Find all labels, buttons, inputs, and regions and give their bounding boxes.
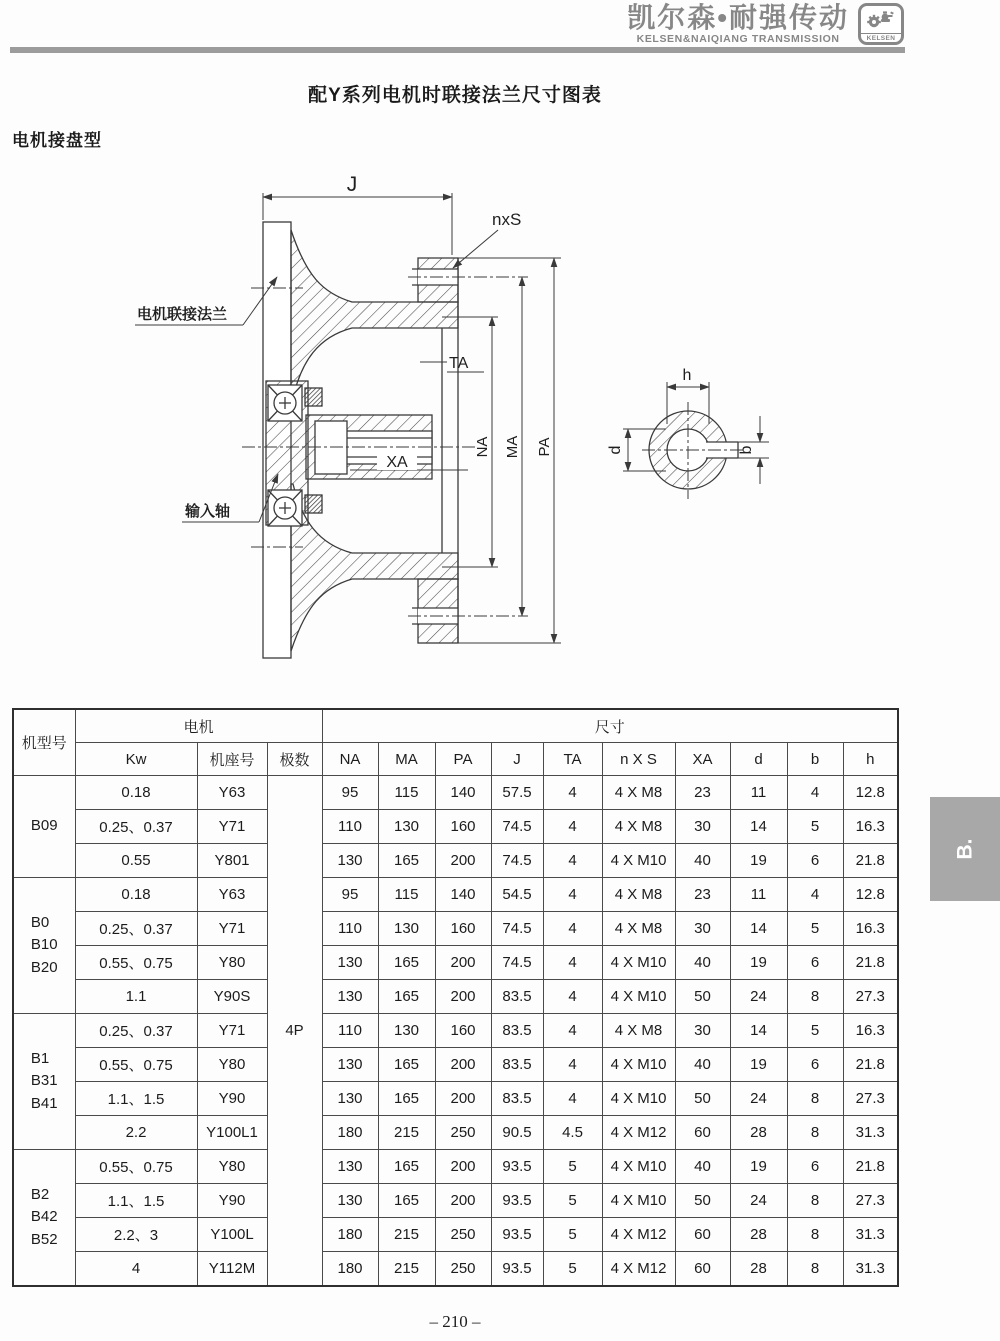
frame-cell: Y71 <box>197 1014 267 1048</box>
page-title: 配Y系列电机时联接法兰尺寸图表 <box>308 85 602 106</box>
frame-cell: Y801 <box>197 844 267 878</box>
dim-cell: 4 X M8 <box>602 878 675 912</box>
dim-cell: 14 <box>730 912 787 946</box>
dim-cell: 95 <box>322 878 378 912</box>
table-row <box>13 1252 898 1287</box>
dim-cell: 110 <box>322 1014 378 1048</box>
dim-cell: 16.3 <box>843 912 898 946</box>
kw-cell: 2.2、3 <box>75 1218 197 1252</box>
dim-cell: 4 X M10 <box>602 844 675 878</box>
dim-cell: 30 <box>675 810 730 844</box>
flange-technical-drawing <box>0 165 1000 705</box>
dim-cell: 4 <box>543 776 602 810</box>
dim-cell: 23 <box>675 776 730 810</box>
dim-cell: 200 <box>435 1150 491 1184</box>
dim-cell: 4 X M12 <box>602 1116 675 1150</box>
dim-cell: 74.5 <box>491 844 543 878</box>
dim-cell: 31.3 <box>843 1252 898 1287</box>
header-model: 机型号 <box>13 709 75 776</box>
header-ma: MA <box>378 743 435 776</box>
frame-cell: Y90S <box>197 980 267 1014</box>
kw-cell: 1.1、1.5 <box>75 1082 197 1116</box>
dim-label-d: d <box>607 445 624 455</box>
dim-cell: 4 X M8 <box>602 776 675 810</box>
dim-label-ma: MA <box>504 435 521 459</box>
dim-cell: 5 <box>543 1252 602 1287</box>
dim-cell: 6 <box>787 844 843 878</box>
header-nxs: n X S <box>602 743 675 776</box>
section-tab-b[interactable] <box>930 797 1000 901</box>
dim-cell: 40 <box>675 844 730 878</box>
dim-cell: 30 <box>675 1014 730 1048</box>
dim-cell: 74.5 <box>491 946 543 980</box>
dim-cell: 74.5 <box>491 810 543 844</box>
table-row <box>13 912 898 946</box>
dim-cell: 5 <box>543 1150 602 1184</box>
dim-label-nxs: nxS <box>492 210 522 229</box>
dim-cell: 160 <box>435 810 491 844</box>
kw-cell: 1.1、1.5 <box>75 1184 197 1218</box>
dim-cell: 8 <box>787 1184 843 1218</box>
dim-cell: 16.3 <box>843 1014 898 1048</box>
dim-cell: 93.5 <box>491 1184 543 1218</box>
dim-cell: 31.3 <box>843 1116 898 1150</box>
dim-cell: 4 <box>543 912 602 946</box>
kelsen-logo <box>858 3 904 45</box>
dim-cell: 115 <box>378 878 435 912</box>
dim-cell: 4 X M10 <box>602 1048 675 1082</box>
frame-cell: Y80 <box>197 946 267 980</box>
dim-cell: 4 X M12 <box>602 1218 675 1252</box>
table-row <box>13 980 898 1014</box>
dim-cell: 83.5 <box>491 980 543 1014</box>
dim-cell: 27.3 <box>843 980 898 1014</box>
table-row <box>13 1082 898 1116</box>
dim-cell: 180 <box>322 1218 378 1252</box>
dim-cell: 60 <box>675 1252 730 1287</box>
frame-cell: Y71 <box>197 912 267 946</box>
page-header-brand <box>627 3 904 45</box>
table-row <box>13 1116 898 1150</box>
header-divider <box>10 47 905 53</box>
dim-cell: 19 <box>730 844 787 878</box>
dim-cell: 90.5 <box>491 1116 543 1150</box>
dim-cell: 5 <box>787 810 843 844</box>
dim-cell: 83.5 <box>491 1082 543 1116</box>
dim-cell: 21.8 <box>843 1150 898 1184</box>
gear-machine-icon <box>865 6 897 33</box>
brand-text <box>627 3 849 44</box>
dim-cell: 215 <box>378 1218 435 1252</box>
header-kw: Kw <box>75 743 197 776</box>
dim-cell: 57.5 <box>491 776 543 810</box>
header-na: NA <box>322 743 378 776</box>
dim-cell: 4 <box>543 810 602 844</box>
header-j: J <box>491 743 543 776</box>
dim-label-na: NA <box>474 436 491 458</box>
dim-cell: 28 <box>730 1218 787 1252</box>
dim-cell: 19 <box>730 1048 787 1082</box>
dim-cell: 93.5 <box>491 1252 543 1287</box>
dim-cell: 250 <box>435 1116 491 1150</box>
table-row <box>13 810 898 844</box>
dim-cell: 19 <box>730 946 787 980</box>
dim-cell: 4 X M10 <box>602 980 675 1014</box>
dim-cell: 83.5 <box>491 1014 543 1048</box>
dim-cell: 165 <box>378 1048 435 1082</box>
kw-cell: 2.2 <box>75 1116 197 1150</box>
dim-cell: 5 <box>543 1184 602 1218</box>
dim-cell: 200 <box>435 1082 491 1116</box>
header-xa: XA <box>675 743 730 776</box>
kw-cell: 1.1 <box>75 980 197 1014</box>
kw-cell: 0.55 <box>75 844 197 878</box>
dim-cell: 165 <box>378 1082 435 1116</box>
frame-cell: Y63 <box>197 776 267 810</box>
dim-cell: 130 <box>378 912 435 946</box>
table-row <box>13 776 898 810</box>
dim-cell: 160 <box>435 912 491 946</box>
dim-cell: 4 X M12 <box>602 1252 675 1287</box>
dim-cell: 74.5 <box>491 912 543 946</box>
dim-cell: 24 <box>730 1082 787 1116</box>
dim-cell: 50 <box>675 1082 730 1116</box>
flange-cross-section <box>263 222 458 658</box>
kw-cell: 0.25、0.37 <box>75 912 197 946</box>
dim-cell: 21.8 <box>843 946 898 980</box>
dim-cell: 6 <box>787 1150 843 1184</box>
dim-cell: 200 <box>435 1048 491 1082</box>
table-row <box>13 1048 898 1082</box>
dim-cell: 200 <box>435 946 491 980</box>
dim-cell: 4 <box>543 1048 602 1082</box>
dim-cell: 160 <box>435 1014 491 1048</box>
dim-cell: 50 <box>675 1184 730 1218</box>
kw-cell: 0.55、0.75 <box>75 1048 197 1082</box>
dim-cell: 130 <box>322 1184 378 1218</box>
dim-cell: 200 <box>435 844 491 878</box>
dim-cell: 28 <box>730 1252 787 1287</box>
model-cell: B1 B31 B41 <box>13 1014 75 1150</box>
dim-cell: 31.3 <box>843 1218 898 1252</box>
dim-cell: 140 <box>435 776 491 810</box>
dim-cell: 28 <box>730 1116 787 1150</box>
dim-cell: 24 <box>730 1184 787 1218</box>
dim-cell: 4 <box>543 980 602 1014</box>
dim-cell: 27.3 <box>843 1184 898 1218</box>
dim-cell: 140 <box>435 878 491 912</box>
table-row <box>13 1150 898 1184</box>
dim-cell: 8 <box>787 1252 843 1287</box>
dim-cell: 4 <box>543 878 602 912</box>
dim-cell: 4.5 <box>543 1116 602 1150</box>
header-pa: PA <box>435 743 491 776</box>
dim-cell: 6 <box>787 1048 843 1082</box>
dim-cell: 54.5 <box>491 878 543 912</box>
dim-cell: 4 X M10 <box>602 1150 675 1184</box>
dim-cell: 130 <box>378 810 435 844</box>
dim-cell: 40 <box>675 1150 730 1184</box>
dim-cell: 19 <box>730 1150 787 1184</box>
frame-cell: Y71 <box>197 810 267 844</box>
dim-cell: 27.3 <box>843 1082 898 1116</box>
header-h: h <box>843 743 898 776</box>
dim-label-ta: TA <box>449 355 469 372</box>
dim-cell: 4 <box>787 776 843 810</box>
dim-cell: 4 X M10 <box>602 1082 675 1116</box>
dim-cell: 4 X M10 <box>602 1184 675 1218</box>
dim-cell: 4 <box>543 1014 602 1048</box>
frame-cell: Y80 <box>197 1048 267 1082</box>
dim-cell: 165 <box>378 844 435 878</box>
dim-cell: 250 <box>435 1252 491 1287</box>
dim-cell: 11 <box>730 776 787 810</box>
dim-cell: 5 <box>787 912 843 946</box>
dim-cell: 8 <box>787 980 843 1014</box>
frame-cell: Y80 <box>197 1150 267 1184</box>
dim-label-pa: PA <box>536 437 553 457</box>
dim-cell: 165 <box>378 980 435 1014</box>
brand-name-cn: 凯尔森•耐强传动 <box>627 2 849 34</box>
dim-cell: 8 <box>787 1116 843 1150</box>
header-d: d <box>730 743 787 776</box>
table-row <box>13 844 898 878</box>
dim-cell: 130 <box>322 946 378 980</box>
dim-cell: 6 <box>787 946 843 980</box>
header-ta: TA <box>543 743 602 776</box>
dim-cell: 180 <box>322 1116 378 1150</box>
header-frame: 机座号 <box>197 743 267 776</box>
dim-cell: 165 <box>378 1150 435 1184</box>
dim-cell: 165 <box>378 1184 435 1218</box>
dim-cell: 11 <box>730 878 787 912</box>
dim-label-h: h <box>682 367 692 384</box>
dim-cell: 50 <box>675 980 730 1014</box>
dim-cell: 200 <box>435 1184 491 1218</box>
brand-name-en: KELSEN&NAIQIANG TRANSMISSION <box>636 32 840 45</box>
dim-cell: 30 <box>675 912 730 946</box>
dim-cell: 5 <box>543 1218 602 1252</box>
dim-cell: 8 <box>787 1082 843 1116</box>
dim-cell: 130 <box>322 980 378 1014</box>
dim-cell: 110 <box>322 810 378 844</box>
dim-cell: 40 <box>675 946 730 980</box>
table-row <box>13 1014 898 1048</box>
dim-cell: 4 <box>787 878 843 912</box>
dim-cell: 83.5 <box>491 1048 543 1082</box>
kw-cell: 0.55、0.75 <box>75 946 197 980</box>
frame-cell: Y112M <box>197 1252 267 1287</box>
dim-cell: 12.8 <box>843 878 898 912</box>
page-number: – 210 – <box>429 1312 481 1331</box>
header-poles: 极数 <box>267 743 322 776</box>
table-row <box>13 878 898 912</box>
dim-cell: 4 X M8 <box>602 1014 675 1048</box>
model-cell: B0 B10 B20 <box>13 878 75 1014</box>
header-motor-group: 电机 <box>75 709 322 743</box>
dim-cell: 60 <box>675 1218 730 1252</box>
frame-cell: Y100L1 <box>197 1116 267 1150</box>
dim-cell: 14 <box>730 810 787 844</box>
dim-cell: 215 <box>378 1116 435 1150</box>
dim-label-j: J <box>346 173 358 196</box>
label-motor-flange: 电机联接法兰 <box>137 306 228 323</box>
frame-cell: Y63 <box>197 878 267 912</box>
dim-cell: 12.8 <box>843 776 898 810</box>
dim-cell: 115 <box>378 776 435 810</box>
dim-cell: 4 X M8 <box>602 912 675 946</box>
dim-label-xa: XA <box>386 454 408 471</box>
dim-cell: 8 <box>787 1218 843 1252</box>
label-input-shaft: 输入轴 <box>185 503 231 520</box>
dim-cell: 130 <box>322 1048 378 1082</box>
dim-cell: 21.8 <box>843 844 898 878</box>
dim-cell: 110 <box>322 912 378 946</box>
dim-cell: 130 <box>322 1082 378 1116</box>
dim-cell: 130 <box>322 844 378 878</box>
page-footer <box>0 1312 910 1332</box>
dimension-table <box>12 708 899 1287</box>
dim-cell: 250 <box>435 1218 491 1252</box>
dim-cell: 4 X M8 <box>602 810 675 844</box>
kw-cell: 0.18 <box>75 776 197 810</box>
dim-cell: 16.3 <box>843 810 898 844</box>
model-cell: B2 B42 B52 <box>13 1150 75 1287</box>
dim-cell: 4 X M10 <box>602 946 675 980</box>
frame-cell: Y90 <box>197 1184 267 1218</box>
dim-cell: 93.5 <box>491 1150 543 1184</box>
table-row <box>13 1184 898 1218</box>
dim-cell: 5 <box>787 1014 843 1048</box>
dim-cell: 4 <box>543 844 602 878</box>
dim-cell: 165 <box>378 946 435 980</box>
dim-cell: 14 <box>730 1014 787 1048</box>
dim-cell: 215 <box>378 1252 435 1287</box>
frame-cell: Y90 <box>197 1082 267 1116</box>
poles-cell: 4P <box>267 776 322 1287</box>
frame-cell: Y100L <box>197 1218 267 1252</box>
dim-cell: 200 <box>435 980 491 1014</box>
table-row <box>13 946 898 980</box>
dim-cell: 24 <box>730 980 787 1014</box>
logo-wordmark: KELSEN <box>861 33 901 42</box>
dim-cell: 130 <box>378 1014 435 1048</box>
dim-cell: 4 <box>543 1082 602 1116</box>
header-dims-group: 尺寸 <box>322 709 898 743</box>
kw-cell: 0.25、0.37 <box>75 810 197 844</box>
dim-cell: 60 <box>675 1116 730 1150</box>
kw-cell: 0.18 <box>75 878 197 912</box>
header-b: b <box>787 743 843 776</box>
dim-label-b: b <box>738 445 755 455</box>
kw-cell: 0.25、0.37 <box>75 1014 197 1048</box>
dim-cell: 23 <box>675 878 730 912</box>
kw-cell: 4 <box>75 1252 197 1287</box>
section-subtitle: 电机接盘型 <box>12 131 102 150</box>
dim-cell: 93.5 <box>491 1218 543 1252</box>
dim-cell: 21.8 <box>843 1048 898 1082</box>
model-cell: B09 <box>13 776 75 878</box>
kw-cell: 0.55、0.75 <box>75 1150 197 1184</box>
dim-cell: 4 <box>543 946 602 980</box>
section-tab-label: B. <box>953 838 976 860</box>
dim-cell: 95 <box>322 776 378 810</box>
dim-cell: 180 <box>322 1252 378 1287</box>
table-row <box>13 1218 898 1252</box>
dim-cell: 130 <box>322 1150 378 1184</box>
dim-cell: 40 <box>675 1048 730 1082</box>
